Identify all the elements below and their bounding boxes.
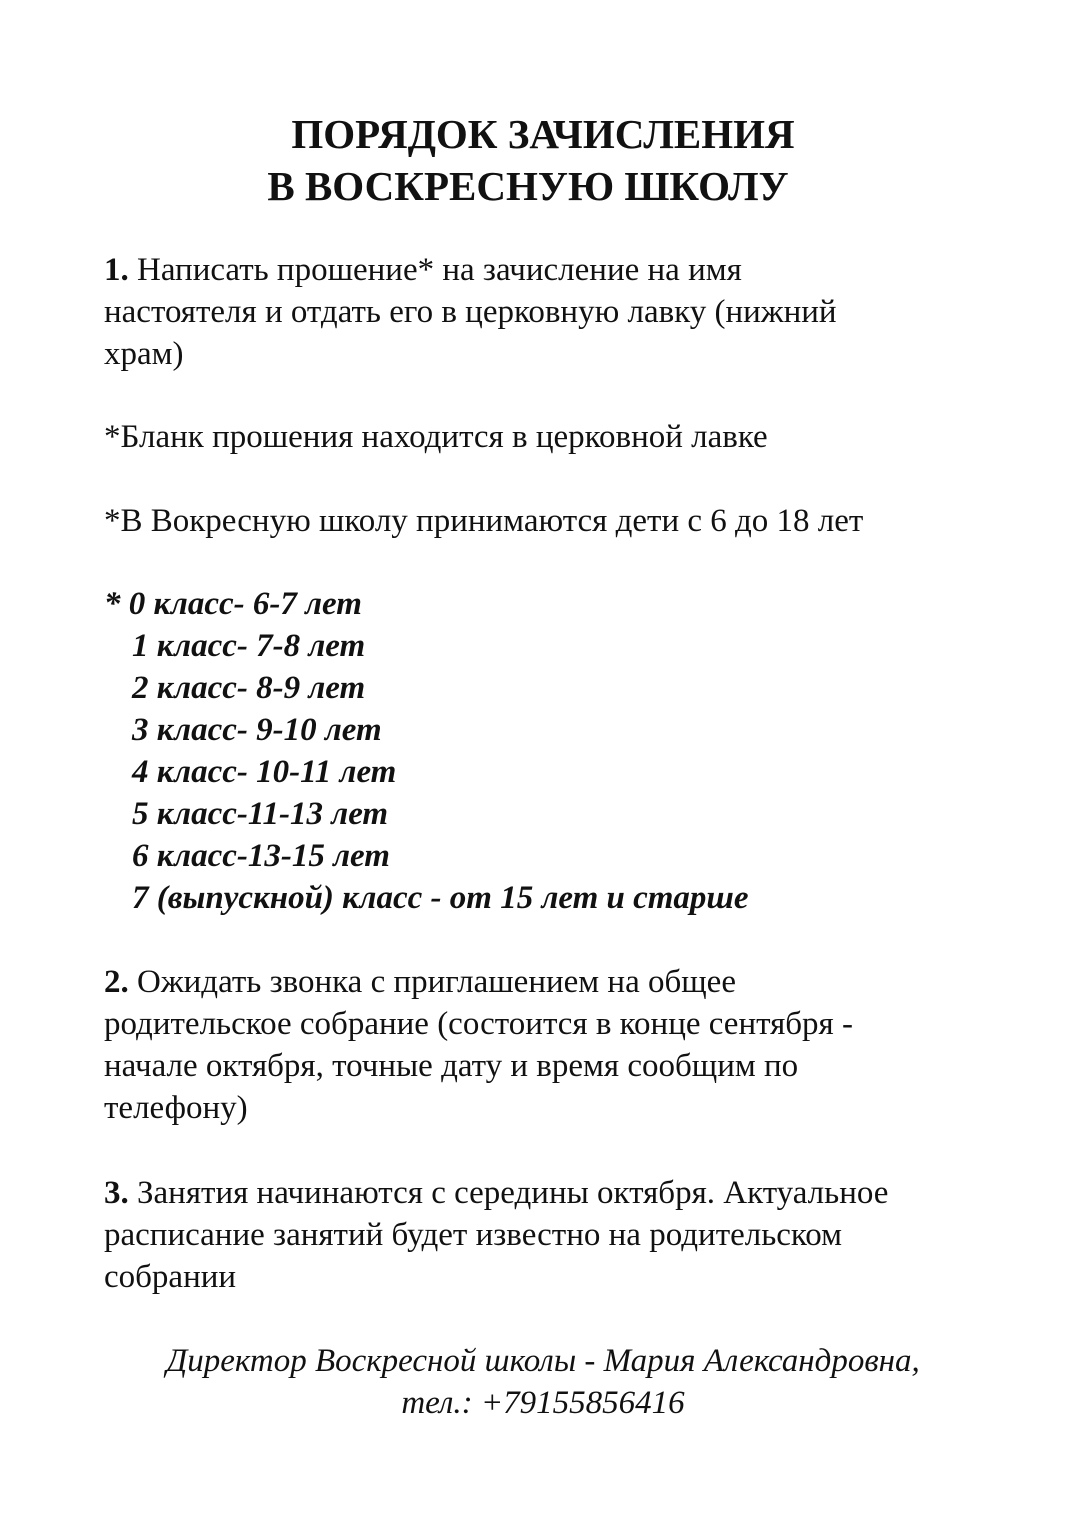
note-form-location: *Бланк прошения находится в церковной лавке [104,419,768,455]
class-row-0: * 0 класс- 6-7 лет [104,586,362,622]
class-row-1: 1 класс- 7-8 лет [132,628,366,664]
step-3-paragraph [104,1172,1004,1298]
step-1-number: 1. [104,252,129,288]
step-1-line-2: настоятеля и отдать его в церковную лавку (нижний [104,294,837,330]
class-age-list [104,583,1004,919]
step-3-number: 3. [104,1175,129,1211]
class-row-3: 3 класс- 9-10 лет [132,712,382,748]
step-3-line-3: собрании [104,1259,237,1295]
step-3-line-2: расписание занятий будет известно на родительском [104,1217,843,1253]
step-2-line-3: начале октября, точные дату и время сообщим по [104,1048,799,1084]
step-1-line-3: храм) [104,336,184,372]
class-row-4: 4 класс- 10-11 лет [132,754,397,790]
step-3-line-1: Занятия начинаются с середины октября. Актуальное [128,1175,889,1211]
class-row-2: 2 класс- 8-9 лет [132,670,366,706]
step-1-paragraph [104,249,1004,375]
step-2-line-4: телефону) [104,1090,248,1126]
director-name: Директор Воскресной школы - Мария Александровна, [166,1343,920,1379]
class-row-6: 6 класс-13-15 лет [132,838,390,874]
class-row-7: 7 (выпускной) класс - от 15 лет и старше [132,880,749,916]
title-line-1: ПОРЯДОК ЗАЧИСЛЕНИЯ [291,111,795,157]
director-contact [0,1340,1086,1424]
page-title [0,108,1086,212]
director-phone: тел.: +79155856416 [401,1385,685,1421]
step-2-number: 2. [104,964,129,1000]
class-row-5: 5 класс-11-13 лет [132,796,389,832]
step-2-line-1: Ожидать звонка с приглашением на общее [128,964,736,1000]
step-2-line-2: родительское собрание (состоится в конце сентября - [104,1006,853,1042]
step-2-paragraph [104,961,1004,1129]
title-line-2: В ВОСКРЕСНУЮ ШКОЛУ [267,163,789,209]
note-age-range: *В Вокресную школу принимаются дети с 6 до 18 лет [104,503,864,539]
step-1-line-1: Написать прошение* на зачисление на имя [128,252,742,288]
